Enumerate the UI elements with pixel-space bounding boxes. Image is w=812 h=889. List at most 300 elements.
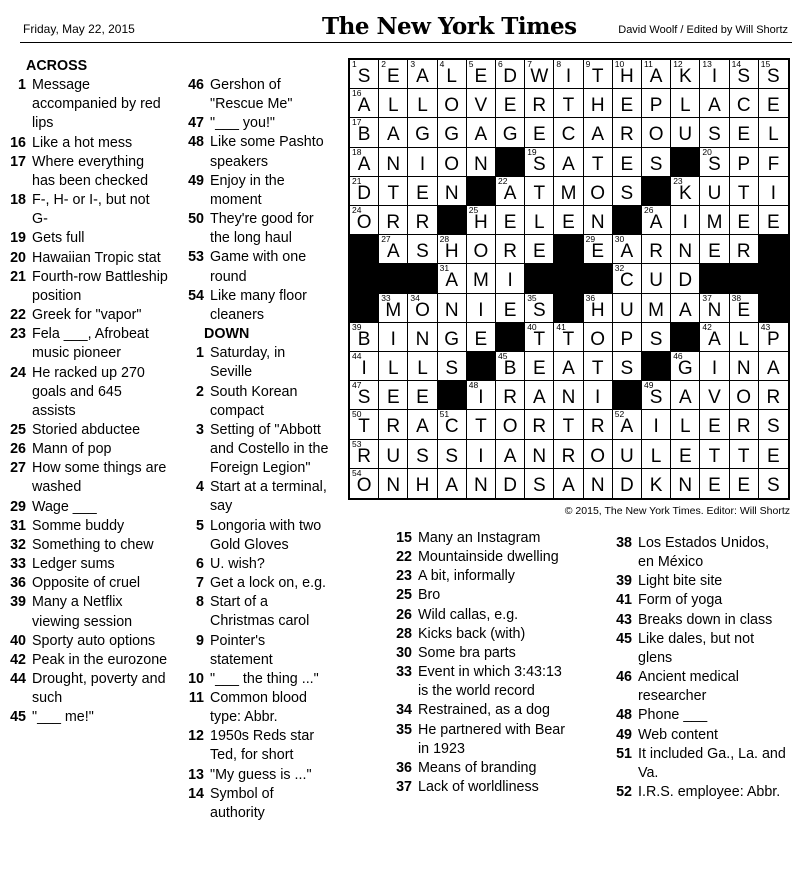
clue-item [0,440,168,459]
cell-number: 16 [352,88,362,99]
grid-cell [759,440,788,469]
grid-cell [379,89,408,118]
grid-cell [759,323,788,352]
clue-text: Bro [418,587,441,604]
clue-text: Breaks down in class [638,611,773,628]
clue-number: 24 [10,364,26,381]
clue-item [178,76,330,114]
cell-letter: I [565,66,572,87]
cell-number: 11 [644,59,653,69]
clue-number: 12 [188,728,204,745]
clue-number: 14 [188,785,204,802]
cell-letter: N [444,182,459,204]
clue-number: 48 [188,134,204,151]
clue-text: He racked up 270 goals and 645 assists [32,364,145,419]
cell-letter: K [649,474,663,496]
clue-item [606,668,786,706]
cell-letter: A [620,416,634,438]
cell-letter: E [708,416,721,438]
clue-item [178,517,330,555]
clue-number: 37 [396,779,412,796]
grid-cell [525,352,554,381]
grid-cell [730,177,759,206]
grid-cell [350,323,379,352]
grid-cell [496,381,525,410]
grid-cell [700,352,729,381]
clue-item [386,586,576,605]
grid-cell [642,381,671,410]
cell-letter: T [475,416,487,438]
grid-cell [584,469,613,498]
grid-cell [700,381,729,410]
cell-number: 34 [410,292,420,303]
cell-letter: R [532,95,547,117]
grid-cell [554,206,583,235]
cell-letter: L [387,358,399,379]
cell-letter: E [386,387,400,409]
clue-text: They're good for the long haul [210,211,314,247]
clue-number: 51 [616,745,632,762]
clue-text: Start at a terminal, say [210,479,327,515]
clue-text: Lack of worldliness [418,779,539,796]
cell-letter: U [678,124,693,146]
cell-number: 2 [381,59,386,69]
grid-cell [438,89,467,118]
grid-cell [700,148,729,177]
cell-letter: D [503,474,517,496]
cell-letter: T [737,445,750,467]
cell-number: 29 [585,234,596,245]
clue-item [0,325,168,363]
cell-letter: O [736,387,752,409]
cell-number: 10 [614,59,625,69]
grid-cell [496,294,525,323]
clue-text: Greek for "vapor" [32,307,142,324]
cell-letter: P [649,95,663,117]
cell-letter: C [561,124,576,146]
cell-letter: A [386,124,400,146]
cell-number: 47 [352,380,362,391]
cell-letter: S [416,241,429,263]
cell-letter: A [357,153,371,175]
cell-letter: R [649,241,663,263]
cell-letter: B [357,328,371,350]
clue-item [0,134,168,153]
cell-number: 13 [702,59,712,69]
grid-cell [496,352,525,381]
clue-text: Pointer's statement [210,632,273,668]
grid-cell [467,264,496,293]
grid-cell [350,381,379,410]
clue-text: Fela ___, Afrobeat music pioneer [32,326,149,362]
grid-cell [438,264,467,293]
grid-cell [438,352,467,381]
cell-letter: B [357,124,371,146]
cell-number: 37 [702,292,712,303]
black-square [554,294,583,323]
grid-cell [438,118,467,147]
grid-cell [730,381,759,410]
cell-letter: E [737,299,751,321]
cell-letter: S [620,358,634,379]
cell-letter: S [737,66,751,87]
cell-letter: E [767,95,780,117]
cell-letter: I [770,182,777,204]
grid-cell [759,148,788,177]
clue-number: 49 [616,726,632,743]
clue-text: Event in which 3:43:13 is the world record [418,664,562,700]
cell-number: 54 [352,467,362,478]
grid-cell [379,177,408,206]
cell-letter: N [707,299,722,321]
grid-cell [350,60,379,89]
cell-letter: E [708,474,721,496]
grid-cell [379,469,408,498]
grid-cell [408,323,437,352]
clue-item [386,567,576,586]
cell-letter: A [708,328,721,350]
clue-text: I.R.S. employee: Abbr. [638,784,781,801]
cell-letter: G [677,358,693,379]
cell-letter: A [503,445,517,467]
clue-text: Wild callas, e.g. [418,606,519,623]
grid-cell [613,264,642,293]
clue-item [606,783,786,802]
cell-letter: A [357,95,371,117]
grid-cell [438,323,467,352]
cell-letter: A [562,474,575,496]
cell-letter: I [361,358,367,379]
clue-text: Start of a Christmas carol [210,594,310,630]
grid-cell [671,206,700,235]
black-square [525,264,554,293]
cell-letter: R [503,241,517,263]
clue-item [178,248,330,286]
cell-number: 35 [527,292,537,303]
cell-letter: E [532,358,546,379]
grid-cell [700,118,729,147]
clue-text: Light bite site [638,573,723,590]
cell-number: 39 [352,321,362,332]
clue-item [0,651,168,670]
cell-letter: D [357,182,371,204]
grid-cell [671,352,700,381]
cell-letter: N [532,445,547,467]
clue-text: U. wish? [210,555,265,572]
cell-letter: I [711,358,718,379]
grid-cell [467,89,496,118]
cell-letter: N [415,328,430,350]
cell-number: 6 [498,59,503,69]
cell-letter: L [768,124,779,146]
cell-letter: A [620,241,634,263]
grid-cell [759,469,788,498]
cell-number: 31 [439,263,450,274]
clue-text: Ancient medical researcher [638,669,739,705]
clue-text: Storied abductee [32,421,141,438]
clue-number: 4 [196,479,204,496]
clue-number: 9 [196,632,204,649]
grid-cell [554,89,583,118]
grid-cell [642,148,671,177]
cell-letter: I [478,387,484,409]
copyright-notice: © 2015, The New York Times. Editor: Will Shortz [564,505,790,517]
clue-item [606,572,786,591]
grid-cell [554,177,583,206]
clue-item [178,670,330,689]
puzzle-date: Friday, May 22, 2015 [23,22,135,36]
cell-letter: R [736,416,751,438]
grid-cell [379,235,408,264]
page-header [0,0,812,42]
cell-letter: N [736,358,751,379]
grid-cell [554,381,583,410]
cell-letter: T [562,95,575,117]
clue-item [606,630,786,668]
cell-letter: E [737,124,751,146]
grid-cell [759,206,788,235]
cell-letter: T [533,328,546,350]
cell-letter: A [474,124,488,146]
cell-letter: L [679,95,691,117]
grid-cell [379,294,408,323]
grid-cell [671,235,700,264]
clue-item [386,625,576,644]
clue-text: Somme buddy [32,517,125,534]
clue-number: 23 [396,568,412,585]
cell-letter: U [707,182,722,204]
cell-letter: P [620,328,634,350]
grid-cell [759,381,788,410]
clue-number: 43 [616,611,632,628]
clue-text: Opposite of cruel [32,575,141,592]
grid-cell [438,294,467,323]
clue-number: 47 [188,115,204,132]
grid-cell [467,148,496,177]
grid-cell [408,410,437,439]
cell-letter: E [416,387,429,409]
clue-number: 54 [188,287,204,304]
cell-letter: A [562,153,575,175]
cell-letter: M [648,299,664,321]
clue-text: Phone ___ [638,707,708,724]
grid-cell [584,323,613,352]
grid-cell [730,294,759,323]
clue-text: Gershon of "Rescue Me" [210,77,293,113]
grid-cell [759,89,788,118]
cell-number: 30 [614,234,625,245]
cell-letter: A [678,387,692,409]
cell-number: 23 [673,175,683,186]
grid-cell [467,410,496,439]
cell-letter: R [590,416,605,438]
grid-cell [350,206,379,235]
clue-item [0,555,168,574]
clue-item [0,249,168,268]
clue-text: "___ the thing ..." [210,670,319,687]
clue-column-2 [178,76,330,823]
across-heading: ACROSS [26,58,88,74]
grid-cell [642,206,671,235]
clue-item [386,721,576,759]
clue-text: Wage ___ [32,498,97,515]
clue-number: 21 [10,268,26,285]
header-rule [20,42,792,43]
clue-number: 34 [396,702,412,719]
cell-letter: D [503,66,517,87]
cell-letter: R [620,124,634,146]
grid-cell [613,177,642,206]
clue-number: 29 [10,498,26,515]
clue-item [386,663,576,701]
grid-cell [408,118,437,147]
grid-cell [408,294,437,323]
cell-letter: R [766,387,781,409]
clue-item [178,421,330,478]
clue-number: 16 [10,134,26,151]
cell-letter: U [386,445,401,467]
cell-number: 28 [439,234,450,245]
grid-cell [408,235,437,264]
grid-cell [350,440,379,469]
grid-cell [408,381,437,410]
cell-letter: A [562,358,575,379]
black-square [642,352,671,381]
clue-text: "___ you!" [210,115,275,132]
cell-letter: T [533,182,546,204]
clue-number: 46 [188,77,204,93]
cell-number: 32 [614,263,625,274]
grid-cell [408,352,437,381]
clue-text: South Korean compact [210,383,298,419]
cell-letter: A [445,270,459,292]
grid-cell [496,469,525,498]
grid-cell [700,294,729,323]
grid-cell [613,410,642,439]
grid-cell [584,440,613,469]
cell-letter: H [620,66,634,87]
cell-letter: I [711,66,718,87]
clue-number: 42 [10,651,26,668]
clue-text: Symbol of authority [210,785,274,821]
clue-item [178,344,330,382]
cell-letter: T [591,358,604,379]
grid-cell [379,381,408,410]
black-square [350,294,379,323]
clue-item [178,574,330,593]
cell-number: 40 [527,321,537,332]
clue-text: Game with one round [210,249,307,285]
black-square [759,264,788,293]
cell-number: 33 [381,292,391,303]
cell-letter: R [386,212,401,233]
grid-cell [671,177,700,206]
clue-number: 3 [196,421,204,438]
cell-letter: T [591,66,604,87]
clue-text: 1950s Reds star Ted, for short [210,728,315,764]
cell-letter: A [503,182,517,204]
grid-cell [642,440,671,469]
clue-item [606,745,786,783]
grid-cell [554,60,583,89]
cell-letter: E [737,212,751,233]
grid-cell [642,89,671,118]
cell-letter: R [532,416,547,438]
cell-letter: N [386,474,401,496]
grid-cell [700,60,729,89]
cell-letter: S [357,66,371,87]
grid-cell [496,410,525,439]
cell-letter: I [478,445,484,467]
grid-cell [438,235,467,264]
grid-cell [379,206,408,235]
cell-letter: C [444,416,459,438]
cell-number: 20 [702,146,712,157]
clue-text: "___ me!" [32,709,94,726]
clue-text: Enjoy in the moment [210,172,285,208]
grid-cell [467,381,496,410]
cell-number: 44 [352,351,362,361]
cell-letter: S [532,474,546,496]
grid-cell [642,264,671,293]
clue-item [0,153,168,191]
grid-cell [554,323,583,352]
clue-text: Get a lock on, e.g. [210,575,327,592]
clue-number: 46 [616,669,632,686]
grid-cell [554,352,583,381]
cell-letter: S [445,358,459,379]
clue-number: 1 [196,345,204,362]
clue-number: 2 [196,383,204,400]
black-square [613,206,642,235]
cell-letter: N [561,387,576,409]
cell-letter: E [474,66,488,87]
cell-number: 7 [527,59,532,69]
grid-cell [613,118,642,147]
clue-item [178,593,330,631]
grid-cell [525,177,554,206]
cell-number: 15 [760,59,771,69]
cell-letter: G [444,124,460,146]
cell-letter: S [649,328,663,350]
grid-cell [496,60,525,89]
clue-number: 48 [616,707,632,724]
clue-text: Hawaiian Tropic stat [32,249,161,266]
grid-cell [379,410,408,439]
cell-letter: S [767,474,780,496]
grid-cell [730,323,759,352]
grid-cell [642,469,671,498]
grid-cell [613,235,642,264]
clue-text: Web content [638,726,719,743]
cell-letter: A [767,358,780,379]
grid-cell [554,410,583,439]
down-heading: DOWN [204,326,250,343]
clue-text: Fourth-row Battleship position [32,268,168,304]
cell-letter: I [478,299,484,321]
crossword-grid [348,58,790,500]
black-square [350,235,379,264]
cell-letter: M [706,212,723,233]
clue-item [386,759,576,778]
clue-item [178,287,330,325]
grid-cell [671,440,700,469]
grid-cell [671,294,700,323]
grid-cell [671,381,700,410]
cell-number: 43 [760,321,771,332]
grid-cell [438,177,467,206]
cell-letter: A [649,212,663,233]
